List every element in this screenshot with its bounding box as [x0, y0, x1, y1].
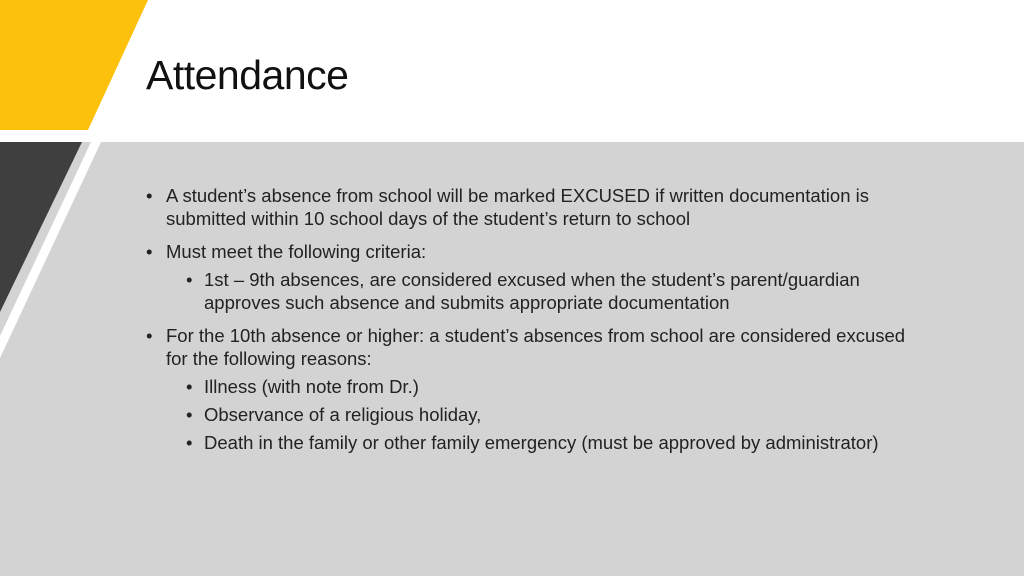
sub-bullet-item	[166, 431, 926, 454]
bullet-list	[146, 184, 926, 454]
bullet-item	[146, 324, 926, 454]
bullet-item	[146, 240, 926, 314]
accent-stripe	[0, 0, 148, 130]
sub-bullet-item	[166, 375, 926, 398]
sub-bullet-list	[166, 375, 926, 454]
bullet-content	[146, 184, 926, 464]
sub-bullet-item	[166, 268, 926, 314]
sub-bullet-list	[166, 268, 926, 314]
bullet-text: A student’s absence from school will be marked EXCUSED if written documentation is submitted within 10 school days of the student’s return to school	[166, 185, 869, 229]
bullet-item	[146, 184, 926, 230]
slide-title: Attendance	[146, 52, 349, 98]
sub-bullet-text: 1st – 9th absences, are considered excused when the student’s parent/guardian approves such absence and submits appropriate documentation	[204, 269, 860, 313]
bullet-text: Must meet the following criteria:	[166, 241, 427, 262]
bullet-text: For the 10th absence or higher: a student’s absences from school are considered excused for the following reasons:	[166, 325, 906, 369]
sub-bullet-text: Observance of a religious holiday,	[204, 404, 482, 425]
dark-stripe	[0, 142, 82, 312]
sub-bullet-text: Death in the family or other family emergency (must be approved by administrator)	[204, 432, 879, 453]
sub-bullet-text: Illness (with note from Dr.)	[204, 376, 419, 397]
sub-bullet-item	[166, 403, 926, 426]
